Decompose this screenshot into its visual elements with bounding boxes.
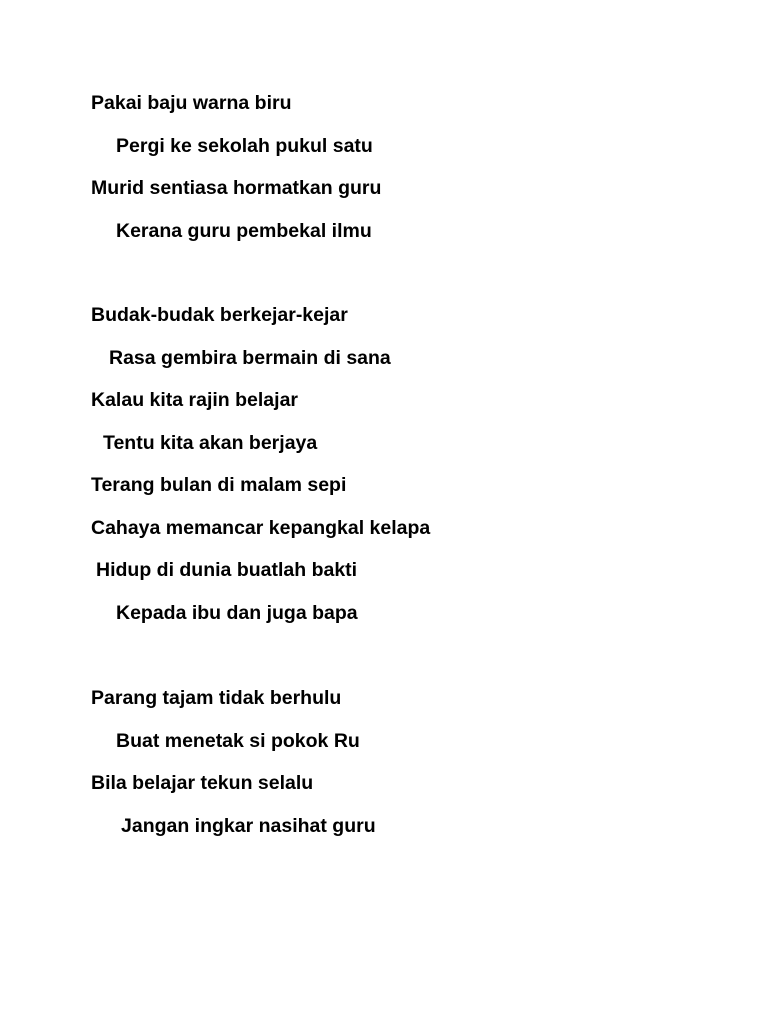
poem-line: Cahaya memancar kepangkal kelapa [91,517,431,539]
poem-line: Terang bulan di malam sepi [91,474,347,496]
poem-line: Tentu kita akan berjaya [103,432,318,454]
poem-line: Bila belajar tekun selalu [91,772,314,794]
poem-line: Buat menetak si pokok Ru [116,730,360,752]
poem-line: Kerana guru pembekal ilmu [116,220,372,242]
poem-line: Budak-budak berkejar-kejar [91,304,348,326]
poem-line: Parang tajam tidak berhulu [91,687,342,709]
poem-line: Rasa gembira bermain di sana [109,347,391,369]
poem-line: Kepada ibu dan juga bapa [116,602,358,624]
poem-line: Pergi ke sekolah pukul satu [116,135,373,157]
poem-line: Kalau kita rajin belajar [91,389,299,411]
poem-line: Murid sentiasa hormatkan guru [91,177,382,199]
poem-line: Hidup di dunia buatlah bakti [96,559,358,581]
poem-line: Jangan ingkar nasihat guru [121,815,376,837]
poem-line: Pakai baju warna biru [91,92,292,114]
